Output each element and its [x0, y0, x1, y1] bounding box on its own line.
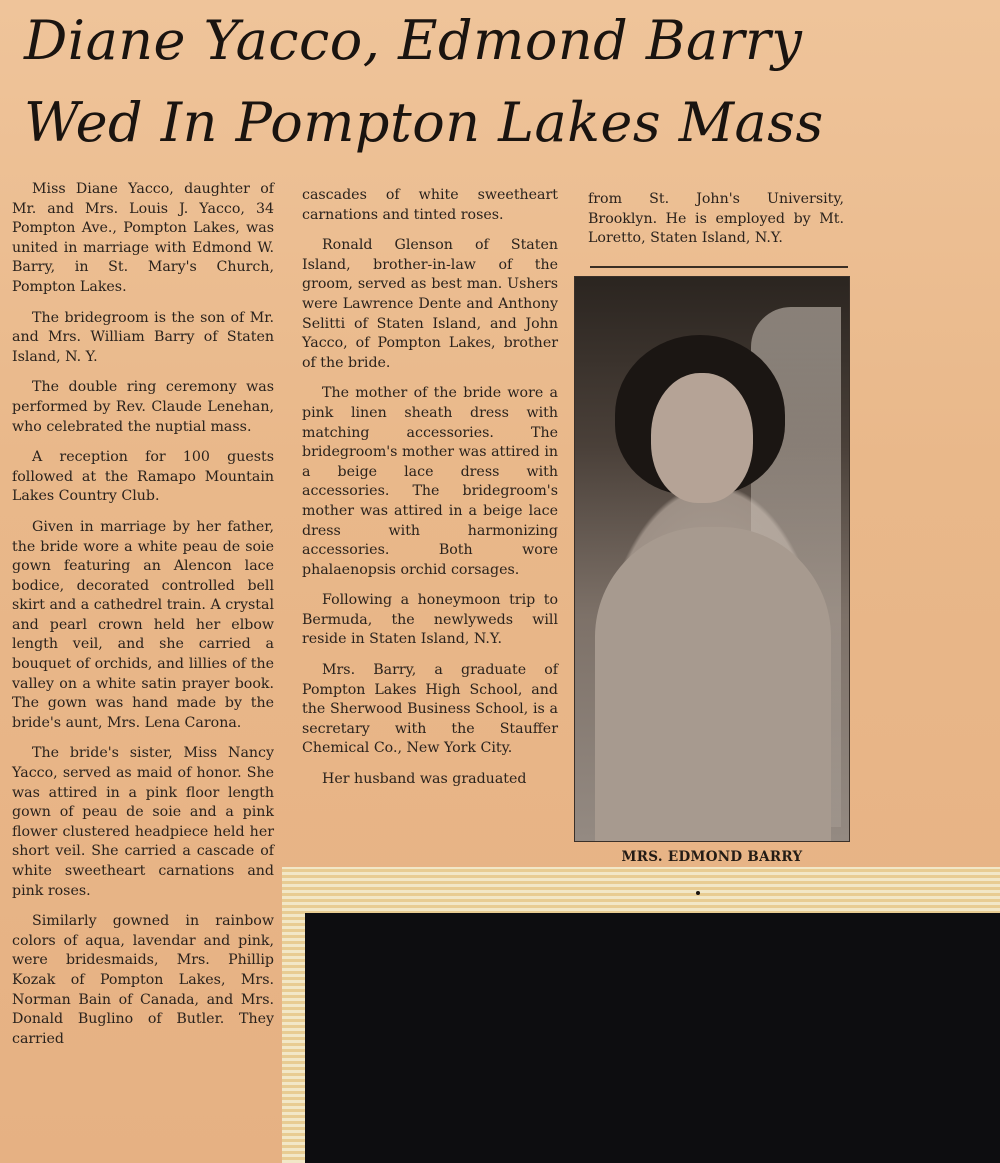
paragraph: Miss Diane Yacco, daughter of Mr. and Mrs. Louis J. Yacco, 34 Pompton Ave., Pompton Lakes, was united in marriage with Edmond W. Barry, in St. Mary's Church, Pompton Lakes.	[12, 181, 274, 295]
column-rule	[590, 266, 848, 268]
gown-shape	[595, 527, 831, 842]
headline-line-1: Diane Yacco, Edmond Barry	[24, 9, 803, 72]
paragraph: The double ring ceremony was performed by Rev. Claude Lenehan, who celebrated the nuptial mass.	[12, 379, 274, 435]
face-shape	[651, 373, 753, 503]
paragraph: Similarly gowned in rainbow colors of aqua, lavendar and pink, were bridesmaids, Mrs. Phillip Kozak of Pompton Lakes, Mrs. Norman Bain of Canada, and Mrs. Donald Buglino of Butler. They carried	[12, 913, 274, 1047]
headline-line-2: Wed In Pompton Lakes Mass	[24, 91, 824, 154]
paragraph: A reception for 100 guests followed at the Ramapo Mountain Lakes Country Club.	[12, 449, 274, 505]
paragraph-continued: cascades of white sweetheart carnations and tinted roses.	[302, 187, 558, 223]
paragraph: The bridegroom is the son of Mr. and Mrs. William Barry of Staten Island, N. Y.	[12, 309, 274, 365]
photo-caption: MRS. EDMOND BARRY	[621, 849, 803, 865]
paragraph: The mother of the bride wore a pink linen sheath dress with matching accessories. The bridegroom's mother was attired in a beige lace dress with accessories. The bridegroom's mother was attired in a beige lace dress with harmonizing accessories. Both wore phalaenopsis orchid corsages.	[302, 385, 558, 578]
article-column-1	[12, 180, 274, 1060]
black-backing-area	[305, 913, 1000, 1163]
article-column-3	[588, 190, 844, 260]
paragraph: Mrs. Barry, a graduate of Pompton Lakes High School, and the Sherwood Business School, is a secretary with the Stauffer Chemical Co., New York City.	[302, 662, 558, 757]
paragraph: Following a honeymoon trip to Bermuda, the newlyweds will reside in Staten Island, N.Y.	[302, 592, 558, 648]
article-column-2	[302, 186, 558, 790]
paragraph: Given in marriage by her father, the bride wore a white peau de soie gown featuring an Alencon lace bodice, decorated controlled bell skirt and a cathedrel train. A crystal and pearl crown held her elbow length veil, and she carried a bouquet of orchids, and lillies of the valley on a white satin prayer book. The gown was hand made by the bride's aunt, Mrs. Lena Carona.	[12, 518, 274, 731]
paragraph-continued: from St. John's University, Brooklyn. He is employed by Mt. Loretto, Staten Island, N.Y.	[588, 191, 844, 247]
bride-photo	[574, 276, 850, 842]
paragraph: Ronald Glenson of Staten Island, brother-in-law of the groom, served as best man. Ushers were Lawrence Dente and Anthony Selitti of Staten Island, and John Yacco, of Pompton Lakes, brother of the bride.	[302, 237, 558, 371]
paragraph: The bride's sister, Miss Nancy Yacco, served as maid of honor. She was attired in a pink floor length gown of peau de soie and a pink flower clustered headpiece held her short veil. She carried a cascade of white sweetheart carnations and pink roses.	[12, 745, 274, 899]
paragraph: Her husband was graduated	[322, 771, 527, 788]
ink-dot	[696, 891, 700, 895]
